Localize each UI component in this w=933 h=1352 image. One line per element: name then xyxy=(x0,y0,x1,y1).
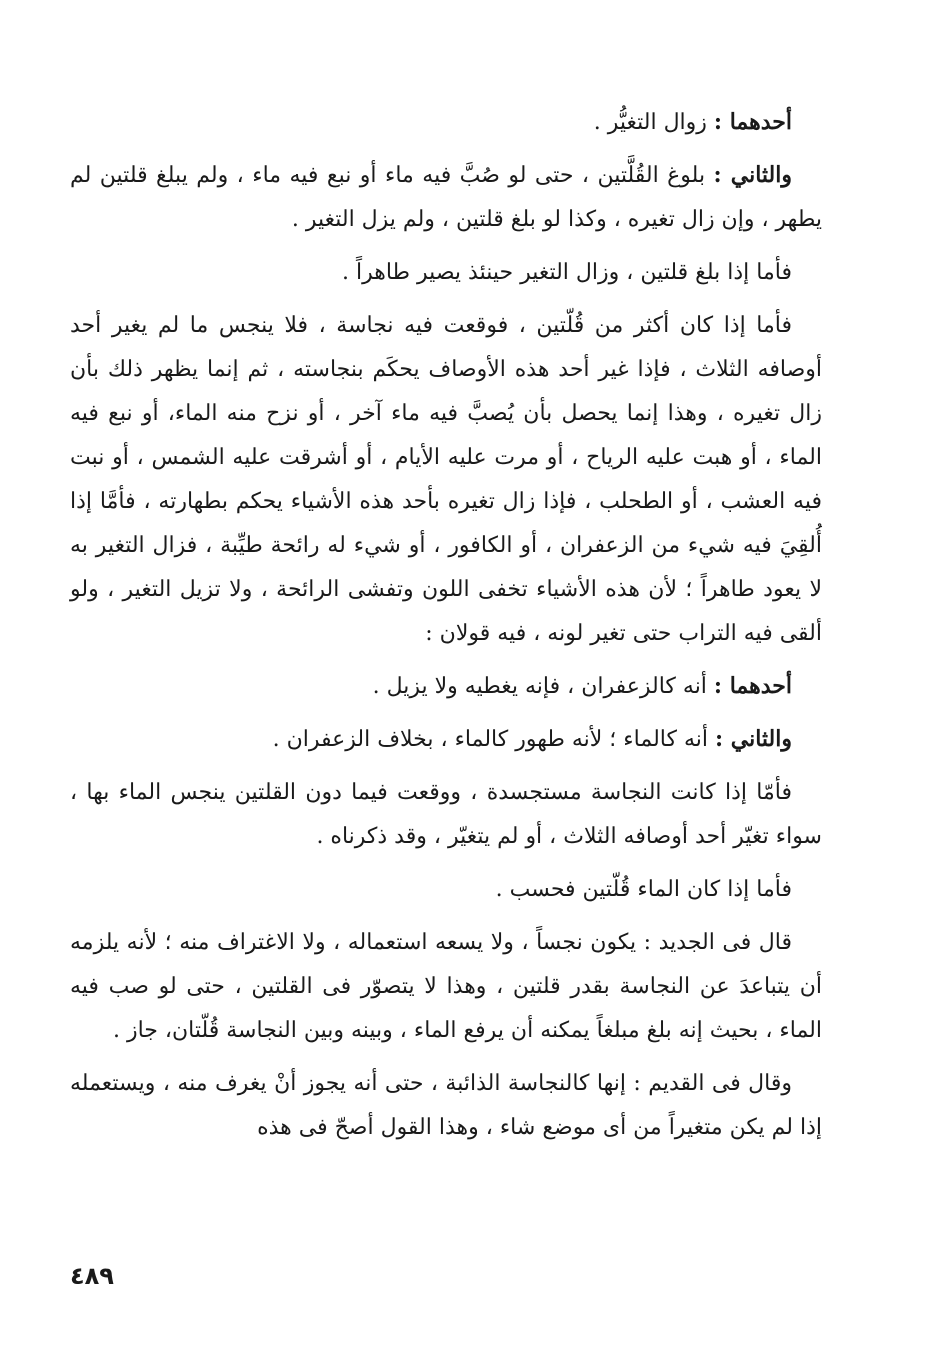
paragraph-lead: والثاني : xyxy=(714,726,792,752)
paragraph-9 xyxy=(70,920,822,1053)
paragraph-text: زوال التغيُّر . xyxy=(593,110,714,135)
paragraph-text: بلوغ القُلَّتين ، حتى لو صُبَّ فيه ماء أو نبع فيه ماء ، ولم يبلغ قلتين لم يطهر ، وإن زال تغيره ، وكذا لو بلغ قلتين ، ولم يزل التغير . xyxy=(70,163,822,232)
paragraph-8 xyxy=(70,867,822,912)
page-body xyxy=(70,100,822,1158)
paragraph-5 xyxy=(70,664,822,709)
paragraph-lead: أحدهما : xyxy=(713,673,792,699)
paragraph-3 xyxy=(70,250,822,295)
page-number: ٤٨٩ xyxy=(70,1262,114,1290)
paragraph-text: فأما إذا كان الماء قُلّتين فحسب . xyxy=(495,877,792,902)
paragraph-1 xyxy=(70,100,822,145)
paragraph-6 xyxy=(70,717,822,762)
paragraph-text: أنه كالماء ؛ لأنه طهور كالماء ، بخلاف الزعفران . xyxy=(272,727,715,752)
paragraph-text: وقال فى القديم : إنها كالنجاسة الذائبة ، حتى أنه يجوز أنْ يغرف منه ، ويستعمله إذا لم يكن متغيراً من أى موضع شاء ، وهذا القول أصحّ فى هذه xyxy=(70,1071,822,1140)
paragraph-lead: أحدهما : xyxy=(713,109,792,135)
paragraph-text: فأما إذا بلغ قلتين ، وزال التغير حينئذ يصير طاهراً . xyxy=(342,260,792,285)
paragraph-text: فأمّا إذا كانت النجاسة مستجسدة ، ووقعت فيما دون القلتين ينجس الماء بها ، سواء تغيّر أحد أوصافه الثلاث ، أو لم يتغيّر ، وقد ذكرناه . xyxy=(70,780,822,849)
paragraph-10 xyxy=(70,1061,822,1150)
paragraph-text: قال فى الجديد : يكون نجساً ، ولا يسعه استعماله ، ولا الاغتراف منه ؛ لأنه يلزمه أن يتباعدَ عن النجاسة بقدر قلتين ، وهذا لا يتصوّر فى القلتين ، حتى لو صب فيه الماء ، بحيث إنه بلغ مبلغاً يمكنه أن يرفع الماء ، وبينه وبين النجاسة قُلّتان، جاز . xyxy=(70,930,822,1043)
paragraph-text: فأما إذا كان أكثر من قُلّتين ، فوقعت فيه نجاسة ، فلا ينجس ما لم يغير أحد أوصافه الثلاث ، فإذا غير أحد هذه الأوصاف يحكَم بنجاسته ، ثم إنما يظهر ذلك بأن زال تغيره ، وهذا إنما يحصل بأن يُصبَّ فيه ماء آخر ، أو نزح منه الماء، أو نبع فيه الماء ، أو هبت عليه الرياح ، أو مرت عليه الأيام ، أو أشرقت عليه الشمس ، أو نبت فيه العشب ، أو الطحلب ، فإذا زال تغيره بأحد هذه الأشياء يحكم بطهارته ، فأمَّا إذا أُلقِيَ فيه شيء من الزعفران ، أو الكافور ، أو شيء له رائحة طيِّبة ، فزال التغير به لا يعود طاهراً ؛ لأن هذه الأشياء تخفى اللون وتفشى الرائحة ، ولا تزيل التغير ، ولو ألقى فيه التراب حتى تغير لونه ، فيه قولان : xyxy=(70,313,822,646)
paragraph-7 xyxy=(70,770,822,859)
paragraph-lead: والثاني : xyxy=(713,162,792,188)
paragraph-text: أنه كالزعفران ، فإنه يغطيه ولا يزيل . xyxy=(372,674,714,699)
paragraph-2 xyxy=(70,153,822,242)
paragraph-4 xyxy=(70,303,822,656)
